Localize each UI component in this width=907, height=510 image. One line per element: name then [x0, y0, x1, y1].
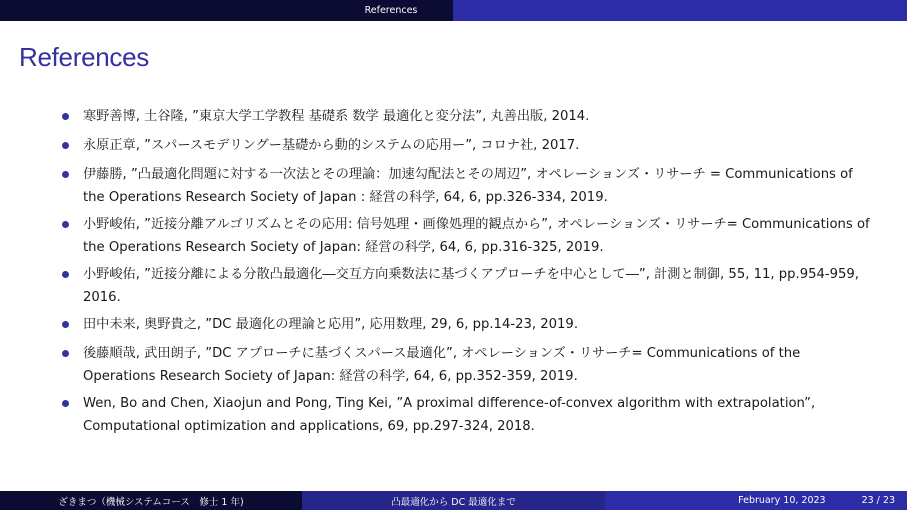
bullet-icon	[62, 221, 69, 228]
reference-item	[62, 134, 872, 157]
bullet-icon	[62, 400, 69, 407]
nav-section-references[interactable]: References	[329, 0, 454, 21]
reference-item	[62, 342, 872, 388]
slide-title: References	[19, 42, 149, 72]
reference-item	[62, 163, 872, 209]
reference-item	[62, 392, 872, 438]
reference-text: 後藤順哉, 武田朗子, ”DC アプローチに基づくスパース最適化”, オペレーションズ・リサーチ= Communications of the Operations Research Society of Japan: 経営の科学, 64, 6, pp.352-359, 2019.	[83, 346, 801, 384]
reference-text: 田中未来, 奥野貴之, ”DC 最適化の理論と応用”, 応用数理, 29, 6, pp.14-23, 2019.	[83, 317, 579, 332]
reference-text: 伊藤勝, ”凸最適化問題に対する一次法とその理論：加速勾配法とその周辺”, オペレーションズ・リサーチ = Communications of the Operations Research Society of Japan : 経営の科学, 64, 6, pp.326-334, 2019.	[83, 167, 853, 205]
bullet-icon	[62, 271, 69, 278]
reference-item	[62, 105, 872, 128]
bullet-icon	[62, 142, 69, 149]
footer-right	[605, 491, 907, 510]
reference-list	[62, 105, 872, 442]
page-number: 23 / 23	[861, 495, 895, 506]
bullet-icon	[62, 321, 69, 328]
nav-left-section	[0, 0, 329, 21]
reference-text: 小野峻佑, ”近接分離アルゴリズムとその応用: 信号処理・画像処理的観点から”, オペレーションズ・リサーチ= Communications of the Operations Research Society of Japan: 経営の科学, 64, 6, pp.316-325, 2019.	[83, 217, 870, 255]
nav-right-section	[454, 0, 907, 21]
reference-text: Wen, Bo and Chen, Xiaojun and Pong, Ting Kei, ”A proximal difference-of-convex algorithm with extrapolation”, Computational optimization and applications, 69, pp.297-324, 2018.	[83, 396, 816, 434]
bullet-icon	[62, 171, 69, 178]
reference-text: 永原正章, ”スパースモデリングー基礎から動的システムの応用ー”, コロナ社, 2017.	[83, 138, 580, 153]
bullet-icon	[62, 350, 69, 357]
top-navigation-bar	[0, 0, 907, 21]
footer-talk-title: 凸最適化から DC 最適化まで	[302, 491, 605, 510]
slide-footer	[0, 491, 907, 510]
bullet-icon	[62, 113, 69, 120]
reference-text: 小野峻佑, ”近接分離による分散凸最適化―交互方向乗数法に基づくアプローチを中心として―”, 計測と制御, 55, 11, pp.954-959, 2016.	[83, 267, 859, 305]
reference-text: 寒野善博, 土谷隆, ”東京大学工学教程 基礎系 数学 最適化と変分法”, 丸善出版, 2014.	[83, 109, 590, 124]
footer-date: February 10, 2023	[738, 495, 826, 506]
reference-item	[62, 263, 872, 309]
reference-item	[62, 213, 872, 259]
footer-author: ざきまつ（機械システムコース 修士 1 年)	[0, 491, 302, 510]
reference-item	[62, 313, 872, 336]
